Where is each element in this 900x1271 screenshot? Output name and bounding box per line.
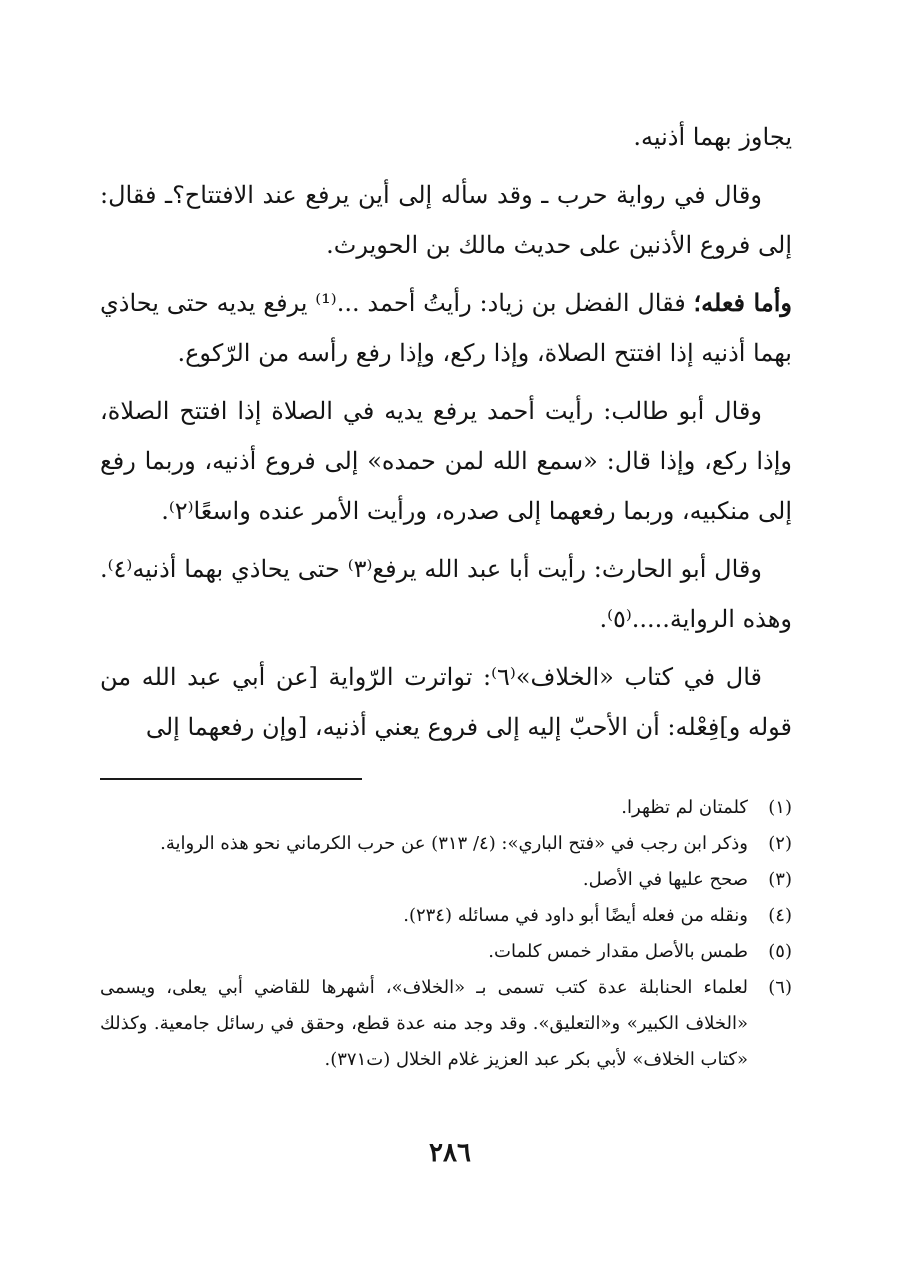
paragraph-3 bbox=[100, 278, 792, 378]
footnote-number: (٢) bbox=[768, 833, 792, 854]
paragraph-3-lead: وأما فعله؛ bbox=[693, 288, 792, 317]
footnote-text: طمس بالأصل مقدار خمس كلمات. bbox=[488, 941, 748, 962]
paragraph-6 bbox=[100, 652, 792, 752]
footnote-number: (١) bbox=[768, 797, 792, 818]
footnote-6 bbox=[100, 970, 792, 1078]
paragraph-5 bbox=[100, 544, 792, 644]
paragraph-5-text: وقال أبو الحارث: رأيت أبا عبد الله يرفع⁽٣⁾ حتى يحاذي بهما أذنيه⁽٤⁾. وهذه الرواية.....⁽٥⁾. bbox=[100, 555, 792, 633]
paragraph-1-text: يجاوز بهما أذنيه. bbox=[633, 123, 792, 151]
paragraph-2-text: وقال في رواية حرب ـ وقد سأله إلى أين يرفع عند الافتتاح؟ـ فقال: إلى فروع الأذنين على حديث مالك بن الحويرث. bbox=[100, 181, 792, 259]
footnote-number: (٤) bbox=[768, 905, 792, 926]
footnote-number: (٣) bbox=[768, 869, 792, 890]
footnotes bbox=[100, 790, 792, 1078]
footnote-number: (٥) bbox=[768, 941, 792, 962]
paragraph-4 bbox=[100, 386, 792, 536]
footnote-number: (٦) bbox=[768, 977, 792, 998]
paragraph-4-text: وقال أبو طالب: رأيت أحمد يرفع يديه في الصلاة إذا افتتح الصلاة، وإذا ركع، وإذا قال: «سمع الله لمن حمده» إلى فروع أذنيه، وربما رفع إلى منكبيه، وربما رفعهما إلى صدره، ورأيت الأمر عنده واسعًا⁽٢⁾. bbox=[100, 397, 792, 525]
main-text bbox=[100, 112, 792, 760]
footnote-4 bbox=[100, 898, 792, 934]
paragraph-2 bbox=[100, 170, 792, 270]
page-number: ٢٨٦ bbox=[429, 1138, 471, 1168]
footnote-3 bbox=[100, 862, 792, 898]
footnote-text: لعلماء الحنابلة عدة كتب تسمى بـ «الخلاف»، أشهرها للقاضي أبي يعلى، ويسمى «الخلاف الكبير» و«التعليق». وقد وجد منه عدة قطع، وحقق في رسائل جامعية. وكذلك «كتاب الخلاف» لأبي بكر عبد العزيز غلام الخلال (ت٣٧١). bbox=[100, 977, 748, 1070]
footnote-text: كلمتان لم تظهرا. bbox=[621, 797, 748, 818]
paragraph-3-text: فقال الفضل بن زياد: رأيتُ أحمد ...⁽¹⁾ يرفع يديه حتى يحاذي بهما أذنيه إذا افتتح الصلاة، وإذا ركع، وإذا رفع رأسه من الرّكوع. bbox=[100, 289, 792, 367]
footnote-text: ونقله من فعله أيضًا أبو داود في مسائله (٢٣٤). bbox=[403, 905, 748, 926]
paragraph-1 bbox=[100, 112, 792, 162]
footnote-2 bbox=[100, 826, 792, 862]
footnote-text: وذكر ابن رجب في «فتح الباري»: (٤/ ٣١٣) عن حرب الكرماني نحو هذه الرواية. bbox=[160, 833, 748, 854]
footnote-5 bbox=[100, 934, 792, 970]
paragraph-6-text: قال في كتاب «الخلاف»⁽٦⁾: تواترت الرّواية [عن أبي عبد الله من قوله و]فِعْله: أن الأحبّ إليه إلى فروع يعني أذنيه، [وإن رفعهما إلى bbox=[100, 663, 792, 741]
footnote-1 bbox=[100, 790, 792, 826]
footnote-separator bbox=[100, 778, 362, 780]
footnote-text: صحح عليها في الأصل. bbox=[582, 869, 748, 890]
